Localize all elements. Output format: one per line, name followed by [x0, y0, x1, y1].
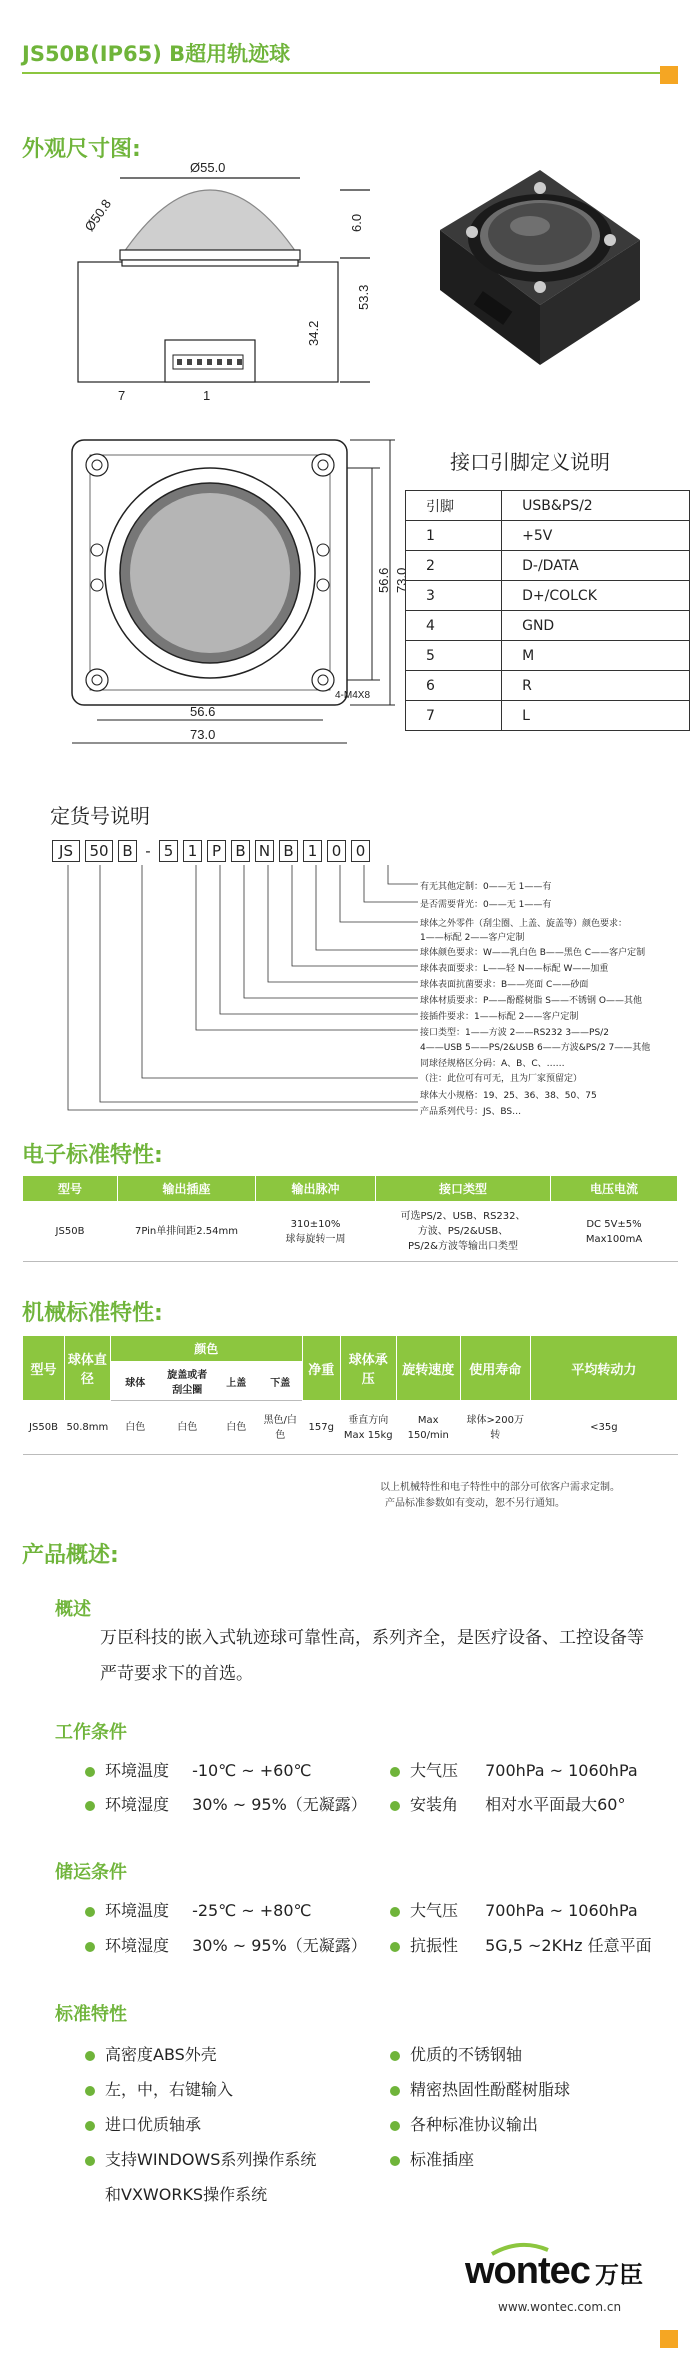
- elec-model: JS50B: [23, 1202, 118, 1262]
- bullet-icon: [85, 2156, 95, 2166]
- bullet-icon: [85, 1801, 95, 1811]
- storage-item: 抗振性 5G,5 ~2KHz 任意平面: [390, 1933, 652, 1956]
- order-leader-lines: [0, 860, 700, 1110]
- order-code: [52, 840, 375, 862]
- dim-height-total: 53.3: [356, 284, 371, 310]
- order-code-box: 1: [183, 840, 202, 862]
- feature-item: 支持WINDOWS系列操作系统: [85, 2147, 316, 2170]
- bullet-icon: [85, 2086, 95, 2096]
- mech-life: 球体>200万转: [460, 1401, 530, 1455]
- mech-header-bottom-color: 下盖: [258, 1362, 302, 1401]
- mech-header-ball-color: 球体: [110, 1362, 160, 1401]
- mech-header-ring-color: 旋盖或者刮尘圈: [160, 1362, 214, 1401]
- electronic-spec-table: [22, 1175, 678, 1262]
- pin-label-1: 1: [203, 388, 211, 403]
- elec-header-model: 型号: [23, 1176, 118, 1202]
- bullet-icon: [85, 1942, 95, 1952]
- pin-number: 6: [406, 671, 502, 701]
- order-code-box: B: [231, 840, 250, 862]
- mech-force: <35g: [530, 1401, 677, 1455]
- mech-speed: Max 150/min: [396, 1401, 460, 1455]
- brand-name-cn: 万臣: [595, 2261, 643, 2289]
- mech-load: 垂直方向 Max 15kg: [340, 1401, 396, 1455]
- pin-header-proto: USB&PS/2: [502, 491, 690, 521]
- order-label: 球体大小规格：19、25、36、38、50、75: [420, 1091, 597, 1101]
- footer-corner-accent: [660, 2330, 678, 2348]
- mech-note-2: 产品标准参数如有变动，恕不另行通知。: [385, 1498, 565, 1509]
- work-item: 环境湿度 30% ~ 95%（无凝露）: [85, 1792, 367, 1815]
- pin-number: 7: [406, 701, 502, 731]
- elec-header-power: 电压电流: [551, 1176, 678, 1202]
- dim-height-body: 34.2: [306, 320, 321, 346]
- overview-title: 产品概述:: [22, 1543, 119, 1568]
- elec-header-socket: 输出插座: [118, 1176, 256, 1202]
- pin-signal: M: [502, 641, 690, 671]
- order-label: 球体表面抗菌要求：B——亮面 C——砂面: [420, 980, 589, 990]
- footer-url: www.wontec.com.cn: [498, 2300, 622, 2314]
- order-code-box: P: [207, 840, 226, 862]
- header-divider: [22, 72, 678, 74]
- storage-item: 环境湿度 30% ~ 95%（无凝露）: [85, 1933, 367, 1956]
- bullet-icon: [390, 2121, 400, 2131]
- dim-total-height: 73.0: [394, 567, 409, 593]
- order-label: 同球径规格区分码：A、B、C、……: [420, 1059, 565, 1069]
- feature-item: 左，中，右键输入: [85, 2077, 233, 2100]
- bullet-icon: [390, 1907, 400, 1917]
- storage-item: 环境温度 -25℃ ~ +80℃: [85, 1898, 312, 1921]
- dim-mount-width: 56.6: [190, 704, 216, 719]
- order-code-box: JS: [52, 840, 80, 862]
- mech-top-color: 白色: [214, 1401, 258, 1455]
- bullet-icon: [390, 2086, 400, 2096]
- brand-name: wontec: [465, 2250, 590, 2292]
- pin-signal: R: [502, 671, 690, 701]
- order-code-box: 1: [303, 840, 322, 862]
- overview-text: 万臣科技的嵌入式轨迹球可靠性高，系列齐全，是医疗设备、工控设备等严苛要求下的首选。: [100, 1628, 644, 1684]
- order-code-box: 0: [351, 840, 370, 862]
- pin-signal: GND: [502, 611, 690, 641]
- dim-mount-height: 56.6: [376, 567, 391, 593]
- brand-swoosh-icon: [490, 2238, 550, 2258]
- bullet-icon: [85, 1767, 95, 1777]
- side-view-drawing: [40, 150, 380, 420]
- order-code-box: B: [279, 840, 298, 862]
- mech-header-color: 颜色: [110, 1336, 302, 1362]
- features-title: 标准特性: [55, 2004, 127, 2025]
- elec-header-interface: 接口类型: [376, 1176, 551, 1202]
- mech-header-model: 型号: [23, 1336, 65, 1401]
- order-label: 球体之外零件（刮尘圈、上盖、旋盖等）颜色要求：: [420, 919, 628, 929]
- order-label: 产品系列代号：JS、BS…: [420, 1107, 522, 1117]
- pin-number: 5: [406, 641, 502, 671]
- feature-item: 进口优质轴承: [85, 2112, 201, 2135]
- storage-item: 大气压 700hPa ~ 1060hPa: [390, 1898, 638, 1921]
- mech-header-diameter: 球体直径: [65, 1336, 111, 1401]
- pin-header-pin: 引脚: [406, 491, 502, 521]
- dimensions-title: 外观尺寸图:: [22, 137, 141, 162]
- mech-header-force: 平均转动力: [530, 1336, 677, 1401]
- elec-power: DC 5V±5% Max100mA: [551, 1202, 678, 1262]
- feature-item: 精密热固性酚醛树脂球: [390, 2077, 570, 2100]
- bullet-icon: [390, 1801, 400, 1811]
- bullet-icon: [85, 2051, 95, 2061]
- storage-conditions-title: 储运条件: [55, 1862, 127, 1883]
- feature-item: 高密度ABS外壳: [85, 2042, 217, 2065]
- order-code-box: 50: [85, 840, 113, 862]
- order-label: 球体材质要求：P——酚醛树脂 S——不锈钢 O——其他: [420, 996, 642, 1006]
- mech-diameter: 50.8mm: [65, 1401, 111, 1455]
- order-title: 定货号说明: [50, 804, 150, 828]
- feature-item: 各种标准协议输出: [390, 2112, 538, 2135]
- work-item: 安装角 相对水平面最大60°: [390, 1792, 625, 1815]
- mech-model: JS50B: [23, 1401, 65, 1455]
- pin-signal: D-/DATA: [502, 551, 690, 581]
- pin-number: 3: [406, 581, 502, 611]
- pin-number: 2: [406, 551, 502, 581]
- mech-header-life: 使用寿命: [460, 1336, 530, 1401]
- feature-item-continued: 和VXWORKS操作系统: [105, 2185, 268, 2204]
- pin-number: 1: [406, 521, 502, 551]
- order-code-separator: -: [145, 842, 151, 860]
- mech-weight: 157g: [302, 1401, 340, 1455]
- elec-socket: 7Pin单排间距2.54mm: [118, 1202, 256, 1262]
- mechanical-spec-table: [22, 1335, 678, 1455]
- pin-signal: L: [502, 701, 690, 731]
- mech-header-top-color: 上盖: [214, 1362, 258, 1401]
- top-view-drawing: [50, 430, 409, 770]
- order-label: 1——标配 2——客户定制: [420, 933, 525, 943]
- order-code-box: 5: [159, 840, 178, 862]
- dim-height-top: 6.0: [349, 213, 364, 232]
- order-code-box: B: [118, 840, 137, 862]
- dim-diameter-outer: Ø55.0: [190, 160, 226, 175]
- bullet-icon: [390, 1767, 400, 1777]
- mech-bottom-color: 黑色/白色: [258, 1401, 302, 1455]
- bullet-icon: [85, 1907, 95, 1917]
- bullet-icon: [390, 2051, 400, 2061]
- order-label: 球体表面要求：L——轻 N——标配 W——加重: [420, 964, 609, 974]
- elec-pulse: 310±10% 球每旋转一周: [256, 1202, 376, 1262]
- mech-header-load: 球体承压: [340, 1336, 396, 1401]
- work-item: 大气压 700hPa ~ 1060hPa: [390, 1758, 638, 1781]
- pin-table-title: 接口引脚定义说明: [450, 450, 610, 474]
- mech-header-speed: 旋转速度: [396, 1336, 460, 1401]
- page-header-title: JS50B(IP65) B超用轨迹球: [22, 42, 291, 66]
- mech-ring-color: 白色: [160, 1401, 214, 1455]
- work-item: 环境温度 -10℃ ~ +60℃: [85, 1758, 312, 1781]
- order-label: 有无其他定制：0——无 1——有: [420, 882, 552, 892]
- pin-signal: +5V: [502, 521, 690, 551]
- dim-ball-diameter: Ø50.8: [81, 196, 115, 235]
- order-label: 4——USB 5——PS/2&USB 6——方波&PS/2 7——其他: [420, 1043, 651, 1053]
- order-code-box: N: [255, 840, 274, 862]
- order-code-box: 0: [327, 840, 346, 862]
- mech-header-weight: 净重: [302, 1336, 340, 1401]
- corner-accent: [660, 66, 678, 84]
- feature-item: 标准插座: [390, 2147, 474, 2170]
- order-label: 接插件要求：1——标配 2——客户定制: [420, 1012, 579, 1022]
- order-label: 是否需要背光：0——无 1——有: [420, 900, 552, 910]
- mech-note-1: 以上机械特性和电子特性中的部分可依客户需求定制。: [380, 1482, 620, 1493]
- feature-item: 优质的不锈钢轴: [390, 2042, 522, 2065]
- pin-label-7: 7: [118, 388, 126, 403]
- overview-subtitle: 概述: [55, 1599, 91, 1620]
- bullet-icon: [390, 1942, 400, 1952]
- pin-definition-table: [405, 490, 690, 731]
- pin-signal: D+/COLCK: [502, 581, 690, 611]
- bullet-icon: [390, 2156, 400, 2166]
- pin-number: 4: [406, 611, 502, 641]
- order-label: （注：此位可有可无，且为厂家预留定）: [420, 1074, 583, 1084]
- work-conditions-title: 工作条件: [55, 1722, 127, 1743]
- elec-interface: 可选PS/2、USB、RS232、 方波、PS/2&USB、 PS/2&方波等输出口类型: [376, 1202, 551, 1262]
- electronic-title: 电子标准特性:: [22, 1143, 163, 1168]
- dim-total-width: 73.0: [190, 727, 216, 742]
- mechanical-title: 机械标准特性:: [22, 1301, 163, 1326]
- mech-ball-color: 白色: [110, 1401, 160, 1455]
- order-label: 球体颜色要求：W——乳白色 B——黑色 C——客户定制: [420, 948, 646, 958]
- bullet-icon: [85, 2121, 95, 2131]
- elec-header-pulse: 输出脉冲: [256, 1176, 376, 1202]
- dim-screw-spec: 4-M4X8: [335, 690, 371, 701]
- order-label: 接口类型：1——方波 2——RS232 3——PS/2: [420, 1028, 609, 1038]
- product-photo: [400, 150, 660, 410]
